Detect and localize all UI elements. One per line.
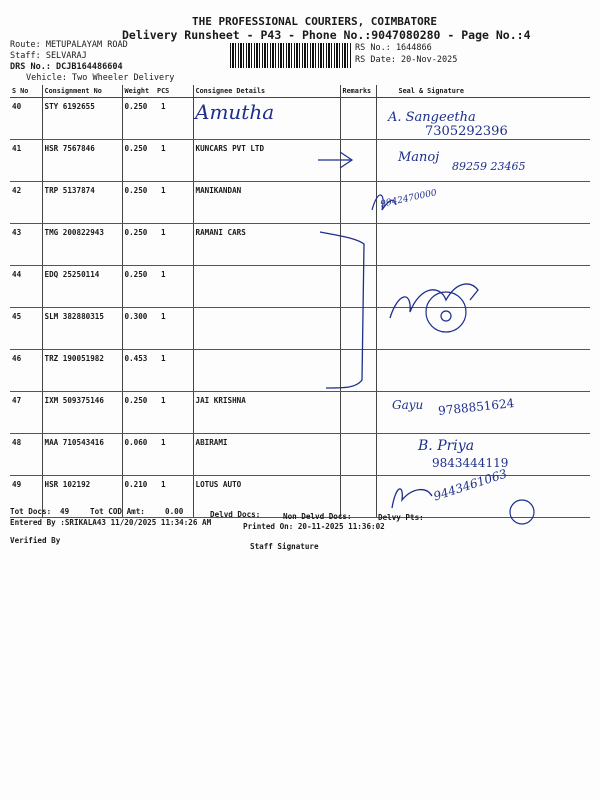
signature-49 bbox=[392, 489, 432, 508]
cell-sno: 49 bbox=[10, 476, 42, 518]
cell-sno: 44 bbox=[10, 266, 42, 308]
arrow-icon bbox=[318, 152, 352, 168]
col-seal: Seal & Signature bbox=[376, 85, 590, 98]
cell-consignee: MANIKANDAN bbox=[193, 182, 340, 224]
handwritten-phone-42: 9942470000 bbox=[379, 188, 438, 210]
handwritten-amutha: Amutha bbox=[195, 100, 275, 124]
cell-consignment: TRZ 190051982 bbox=[42, 350, 122, 392]
cell-sno: 40 bbox=[10, 98, 42, 140]
cell-sno: 47 bbox=[10, 392, 42, 434]
bracket-stroke bbox=[320, 232, 364, 388]
staff: Staff: SELVARAJ bbox=[10, 51, 87, 61]
cell-consignment: TRP 5137874 bbox=[42, 182, 122, 224]
tot-docs-label: Tot Docs: bbox=[10, 507, 52, 516]
handwritten-phone-49: 9443461063 bbox=[431, 466, 509, 504]
col-consignee: Consignee Details bbox=[193, 85, 340, 98]
cell-weight: 0.250 bbox=[122, 266, 155, 308]
col-pcs: PCS bbox=[155, 85, 193, 98]
handwritten-phone-40: 7305292396 bbox=[425, 124, 508, 139]
cell-weight: 0.250 bbox=[122, 98, 155, 140]
handwritten-phone-41: 89259 23465 bbox=[452, 160, 526, 173]
cell-pcs: 1 bbox=[155, 350, 193, 392]
signature-42 bbox=[372, 195, 396, 210]
verified-by: Verified By bbox=[10, 536, 61, 545]
cell-consignment: MAA 710543416 bbox=[42, 434, 122, 476]
cell-pcs: 1 bbox=[155, 434, 193, 476]
cell-consignment: EDQ 25250114 bbox=[42, 266, 122, 308]
cell-consignee: ABIRAMI bbox=[193, 434, 340, 476]
vehicle: Vehicle: Two Wheeler Delivery bbox=[26, 73, 175, 83]
company-name: THE PROFESSIONAL COURIERS, COIMBATORE bbox=[192, 15, 438, 28]
cell-weight: 0.250 bbox=[122, 224, 155, 266]
cell-consignment: HSR 7567846 bbox=[42, 140, 122, 182]
cell-pcs: 1 bbox=[155, 266, 193, 308]
printed-on: Printed On: 20-11-2025 11:36:02 bbox=[243, 522, 385, 531]
cell-weight: 0.453 bbox=[122, 350, 155, 392]
cell-pcs: 1 bbox=[155, 308, 193, 350]
cell-weight: 0.060 bbox=[122, 434, 155, 476]
tot-cod-value: 0.00 bbox=[165, 507, 184, 516]
cell-consignment: STY 6192655 bbox=[42, 98, 122, 140]
cell-sno: 46 bbox=[10, 350, 42, 392]
circle-mark bbox=[510, 500, 534, 524]
cell-consignment: TMG 200822943 bbox=[42, 224, 122, 266]
cell-sno: 48 bbox=[10, 434, 42, 476]
cell-pcs: 1 bbox=[155, 392, 193, 434]
handwritten-phone-48: 9843444119 bbox=[432, 456, 509, 470]
handwritten-manoj: Manoj bbox=[398, 150, 440, 165]
cell-pcs: 1 bbox=[155, 98, 193, 140]
tot-docs-value: 49 bbox=[60, 507, 70, 516]
cell-weight: 0.300 bbox=[122, 308, 155, 350]
staff-signature: Staff Signature bbox=[250, 542, 319, 551]
cell-consignee: KUNCARS PVT LTD bbox=[193, 140, 340, 182]
cell-sno: 43 bbox=[10, 224, 42, 266]
col-sno: S No bbox=[10, 85, 42, 98]
delvy-pts: Delvy Pts: bbox=[378, 513, 424, 522]
non-delvd-docs: Non Delvd Docs: bbox=[283, 512, 352, 521]
entered-by: Entered By :SRIKALA43 11/20/2025 11:34:26 AM bbox=[10, 518, 212, 527]
cell-weight: 0.250 bbox=[122, 392, 155, 434]
cell-consignment: HSR 102192 bbox=[42, 476, 122, 518]
col-weight: Weight bbox=[122, 85, 155, 98]
cell-consignee: LOTUS AUTO bbox=[193, 476, 340, 518]
cell-consignee: RAMANI CARS bbox=[193, 224, 340, 266]
cell-weight: 0.210 bbox=[122, 476, 155, 518]
route: Route: METUPALAYAM ROAD bbox=[10, 40, 128, 50]
handwritten-sign-40: A. Sangeetha bbox=[388, 110, 476, 125]
cell-sno: 41 bbox=[10, 140, 42, 182]
rs-number: RS No.: 1644866 bbox=[355, 43, 432, 53]
drs-number: DRS No.: DCJB164486604 bbox=[10, 62, 123, 72]
rs-date: RS Date: 20-Nov-2025 bbox=[355, 55, 458, 65]
cell-consignee: JAI KRISHNA bbox=[193, 392, 340, 434]
handwritten-gayu: Gayu bbox=[392, 398, 424, 412]
handwritten-phone-47: 9788851624 bbox=[437, 396, 515, 418]
cell-sno: 42 bbox=[10, 182, 42, 224]
col-consignment: Consignment No bbox=[42, 85, 122, 98]
cell-sno: 45 bbox=[10, 308, 42, 350]
cell-consignment: SLM 382880315 bbox=[42, 308, 122, 350]
stamp-circle bbox=[426, 292, 466, 332]
runsheet-title: Delivery Runsheet - P43 - Phone No.:9047080280 - Page No.:4 bbox=[122, 28, 531, 42]
delvd-docs: Delvd Docs: bbox=[210, 510, 261, 519]
col-remarks: Remarks bbox=[340, 85, 376, 98]
tot-cod-label: Tot COD Amt: bbox=[90, 507, 145, 516]
cell-pcs: 1 bbox=[155, 476, 193, 518]
cell-pcs: 1 bbox=[155, 140, 193, 182]
cell-weight: 0.250 bbox=[122, 140, 155, 182]
cell-pcs: 1 bbox=[155, 182, 193, 224]
signature-45 bbox=[390, 284, 478, 318]
cell-pcs: 1 bbox=[155, 224, 193, 266]
cell-consignment: IXM 509375146 bbox=[42, 392, 122, 434]
handwritten-priya: B. Priya bbox=[418, 438, 475, 454]
cell-weight: 0.250 bbox=[122, 182, 155, 224]
